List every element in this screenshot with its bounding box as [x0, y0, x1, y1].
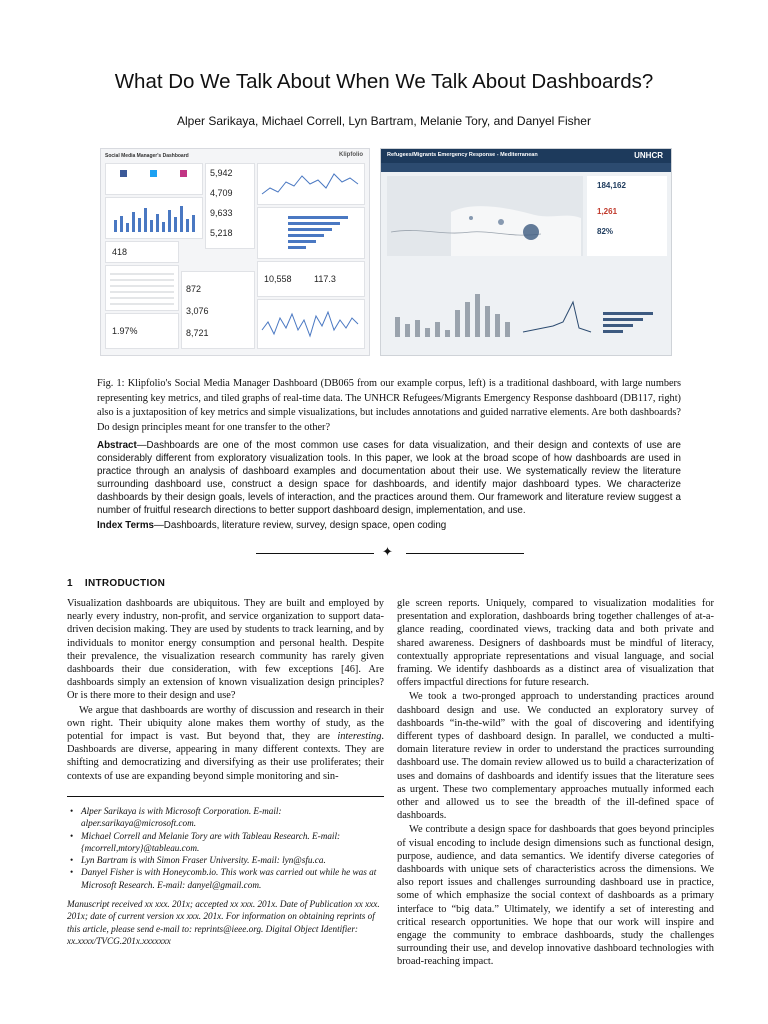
kpi-value: 8,721 [186, 328, 209, 338]
kpi-column-tile-2 [181, 271, 255, 349]
intro-paragraph-3: gle screen reports. Uniquely, compared to visualization modalities for presentation and exploration, dashboards bring together challenges of at-a-glance reading, coordinated views, tracking data and both private and shared awareness. Designers of dashboards must be mindful of literacy, contextually appropriate representations and visual language, and social framing. We identify dashboards as a distinct area of visualization that offers impactful directions for future research. [397, 598, 714, 689]
abstract [97, 440, 681, 517]
figure-unhcr-dashboard [380, 148, 672, 356]
bar-chart-tile [105, 197, 203, 239]
horizontal-bar-graphic [258, 208, 364, 258]
kpi-value: 5,942 [210, 168, 233, 178]
intro-paragraph-5: We contribute a design space for dashboards that goes beyond principles of visual encoding to include design dimensions such as functional design, purpose, audience, and data semantics. We identify diverse categories of dashboards with unique sets of characteristics across the dimensions. We also report issues and challenges surrounding dashboard use in practice, some of which emphasize the social context of dashboards as a primary interface to “big data.” Ultimately, we identify a set of interesting and critical research opportunities. We hope that our work will inspire and engage the community to embrace dashboards, study the challenges surrounding their use, and develop innovative dashboard technologies with broad-reaching impact. [397, 824, 714, 968]
kpi-value: 9,633 [210, 208, 233, 218]
footnotes [67, 805, 384, 947]
intro-paragraph-2: We argue that dashboards are worthy of discussion and research in their own right. Their ubiquity alone makes them worthy of study, as the potential for impact is vast. But beyond that, they are interesting. Dashboards are diverse, appearing in many different contexts. They are shifting and democratizing and diversifying as their use proliferates; their contexts of use are expanding beyond simple monitoring and sin- [67, 704, 384, 782]
left-column [67, 597, 384, 783]
unhcr-header-bar [381, 149, 671, 163]
kpi-value: 3,076 [186, 306, 209, 316]
kpi-pair-tile [257, 261, 365, 297]
section-number: 1 [67, 578, 73, 589]
unhcr-stat-percentage: 82% [597, 227, 614, 236]
unhcr-logo: UNHCR [634, 151, 663, 160]
line-chart-graphic [258, 164, 364, 204]
klipfolio-dashboard-title: Social Media Manager's Dashboard [105, 153, 189, 159]
kpi-value: 418 [112, 247, 128, 257]
footnote-rule [67, 796, 384, 797]
section-heading [67, 578, 165, 589]
right-column [397, 597, 714, 969]
kpi-value: 4,709 [210, 188, 233, 198]
section-title: INTRODUCTION [84, 578, 166, 589]
author-list: Alper Sarikaya, Michael Correll, Lyn Bartram, Melanie Tory, and Danyel Fisher [177, 114, 591, 128]
intro-paragraph-4: We took a two-pronged approach to understanding practices around dashboard design and use. We conducted an exploratory survey of dashboards “in-the-wild” with the goal of discovering and identifying different types of dashboard design. In parallel, we conducted a multi-domain literature review in order to understand the practices surrounding dashboard use. The domain review allowed us to build a characterization of uses and domains of dashboards and identify issues that the literature sees as urgent. These two complementary approaches mutually informed each other and allowed us to see the breadth of the ill-defined space of dashboards. [397, 691, 714, 822]
footnote-item: • Alper Sarikaya is with Microsoft Corporation. E-mail: alper.sarikaya@microsoft.com. [67, 805, 384, 830]
kpi-column-tile [205, 163, 255, 249]
table-graphic [106, 266, 178, 310]
unhcr-map-and-charts-graphic [381, 172, 671, 355]
bar-chart-graphic [106, 198, 202, 238]
kpi-value: 117.3 [314, 274, 336, 284]
paper-title: What Do We Talk About When We Talk About Dashboards? [114, 70, 654, 93]
unhcr-dashboard-title: Refugees/Migrants Emergency Response - Mediterranean [387, 152, 538, 158]
footnote-item: • Danyel Fisher is with Honeycomb.io. This work was carried out while he was at Microsoft Research. E-mail: danyel@gmail.com. [67, 866, 384, 891]
kpi-tile-418 [105, 241, 179, 263]
footnote-item: • Lyn Bartram is with Simon Fraser University. E-mail: lyn@sfu.ca. [67, 854, 384, 866]
kpi-value: 1.97% [112, 326, 138, 336]
footnote-item: • Michael Correll and Melanie Tory are with Tableau Research. E-mail: {mcorrell,mtory}@tableau.com. [67, 830, 384, 855]
kpi-value: 872 [186, 284, 202, 294]
unhcr-nav-bar [381, 163, 671, 172]
index-terms-label: Index Terms [97, 520, 154, 531]
kpi-tile-engagement [105, 313, 179, 349]
kpi-value: 5,218 [210, 228, 233, 238]
sparkline-tile [257, 299, 365, 349]
klipfolio-logo: Klipfolio [339, 152, 363, 158]
intro-paragraph-1: Visualization dashboards are ubiquitous. They are built and employed by nearly every industry, non-profit, and service organization to support data-driven decision making. They are used by students to track learning, and by individuals to monitor energy consumption and personal health. Despite their prevalence, the visualization research community has rarely given dashboards their due consideration, with few exceptions [46]. Are dashboards simply an extension of known visualization design principles? Or is there more to their design and use? [67, 598, 384, 702]
line-chart-tile [257, 163, 365, 205]
abstract-text: —Dashboards are one of the most common use cases for data visualization, and their design and contexts of use are considerably different from exploratory visualization tools. In this paper, we look at the broad scope of how dashboards are used in practice through an analysis of dashboard examples and documentation about their use. We systematically review the literature surrounding dashboard use, construct a design space for dashboards, and identify major dashboard types. We characterize dashboards by their design goals, levels of interaction, and the practices around them. Our framework and literature review suggest a number of fruitful research directions to better support dashboard design, implementation, and use. [97, 440, 681, 516]
sparkline-graphic [258, 300, 364, 348]
index-terms [97, 519, 681, 532]
unhcr-stat-dead-missing: 1,261 [597, 207, 618, 216]
twitter-icon [150, 170, 157, 177]
abstract-label: Abstract [97, 440, 137, 451]
figure-klipfolio-dashboard [100, 148, 370, 356]
table-tile [105, 265, 179, 311]
section-divider [256, 546, 524, 560]
figure-caption: Fig. 1: Klipfolio's Social Media Manager Dashboard (DB065 from our example corpus, left) is a traditional dashboard, with large numbers representing key metrics, and tiled graphs of real-time data. The UNHCR Refugees/Migrants Emergency Response dashboard (DB117, right) also is a juxtaposition of key metrics and simple visualizations, but includes annotations and guided narrative elements. Are both dashboards? Do design principles meant for one transfer to the other? [97, 378, 681, 433]
divider-ornament-icon: ✦ [382, 545, 393, 560]
manuscript-note: Manuscript received xx xxx. 201x; accepted xx xxx. 201x. Date of Publication xx xxx. 201x; date of current version xx xxx. 201x. For information on obtaining reprints of this article, please send e-mail to: reprints@ieee.org. Digital Object Identifier: xx.xxxx/TVCG.201x.xxxxxxx [67, 899, 380, 946]
index-terms-text: —Dashboards, literature review, survey, design space, open coding [154, 520, 447, 531]
horizontal-bar-tile [257, 207, 365, 259]
social-counts-tile [105, 163, 203, 195]
instagram-icon [180, 170, 187, 177]
facebook-icon [120, 170, 127, 177]
kpi-value: 10,558 [264, 274, 292, 284]
unhcr-stat-arrivals: 184,162 [597, 181, 626, 190]
